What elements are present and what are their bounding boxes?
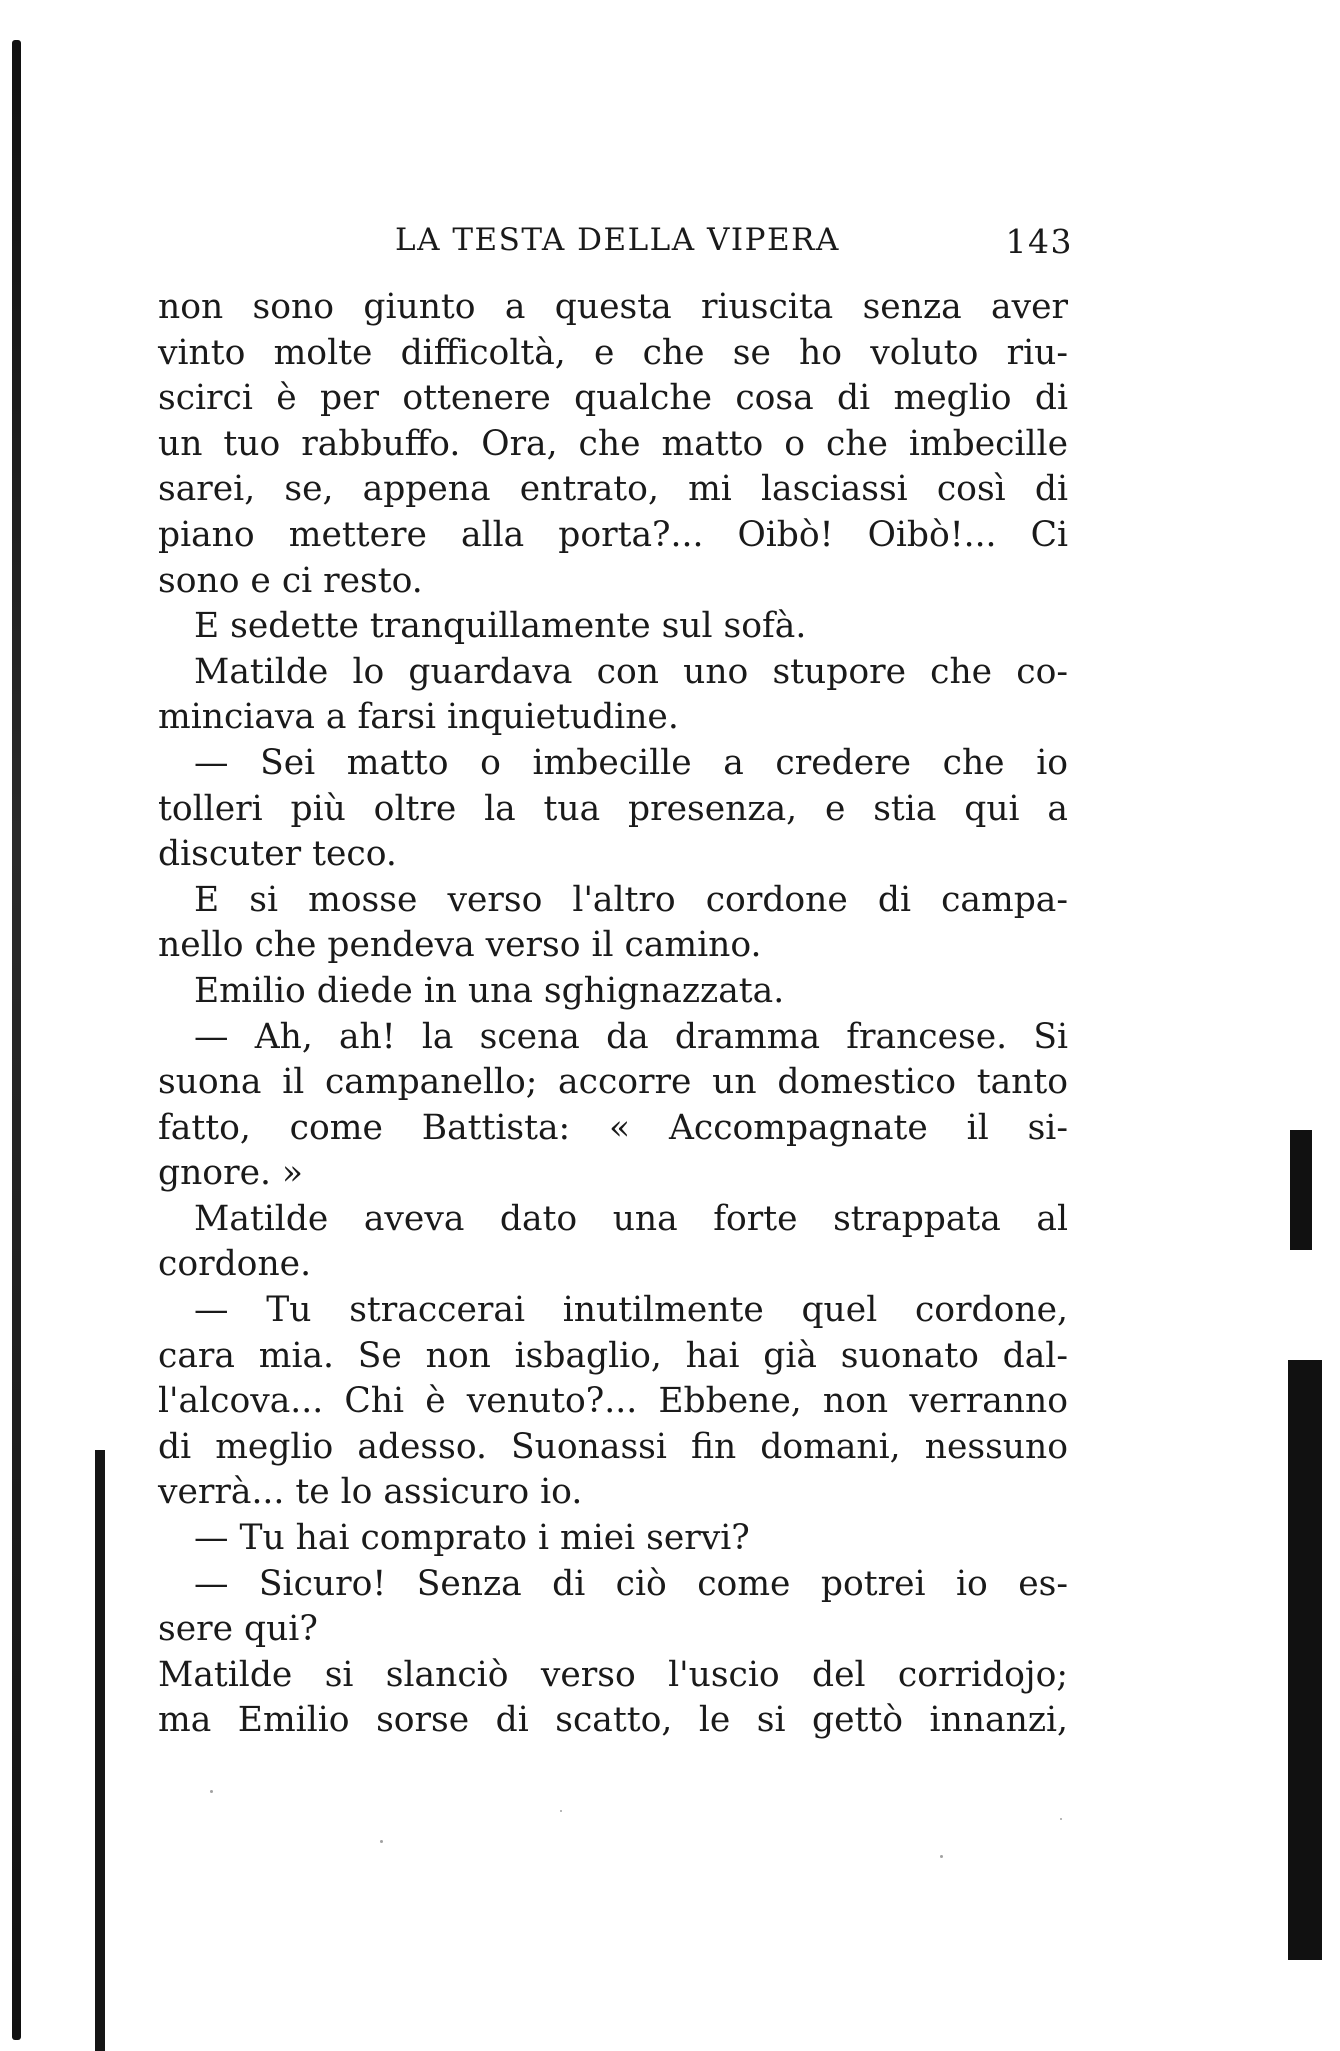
text-line: Matilde aveva dato una forte strappata al <box>194 1198 1068 1239</box>
text-line: vinto molte difficoltà, e che se ho voluto riu- <box>158 332 1068 373</box>
text-line: scirci è per ottenere qualche cosa di meglio di <box>158 378 1068 419</box>
text-line: nello che pendeva verso il camino. <box>158 925 762 966</box>
text-line: gnore. » <box>158 1153 304 1194</box>
text-line: Emilio diede in una sghignazzata. <box>194 970 785 1011</box>
text-line: sere qui? <box>158 1609 318 1650</box>
running-head <box>395 222 1085 262</box>
text-line: ma Emilio sorse di scatto, le si gettò innanzi, <box>158 1700 1068 1741</box>
text-line: l'alcova... Chi è venuto?... Ebbene, non verranno <box>158 1381 1068 1422</box>
scan-edge-mark-upper <box>1290 1130 1312 1250</box>
text-line: non sono giunto a questa riuscita senza aver <box>158 287 1068 327</box>
scan-edge-mark-lower <box>1288 1360 1322 1960</box>
text-line: di meglio adesso. Suonassi fin domani, nessuno <box>158 1426 1068 1467</box>
text-line: sono e ci resto. <box>158 560 423 601</box>
text-line: cara mia. Se non isbaglio, hai già suonato dal- <box>158 1335 1068 1376</box>
scan-speck <box>380 1840 383 1843</box>
text-line: un tuo rabbuffo. Ora, che matto o che imbecille <box>158 423 1068 464</box>
text-line: discuter teco. <box>158 834 397 875</box>
scan-speck <box>560 1810 562 1812</box>
scan-speck <box>940 1855 943 1858</box>
text-line: — Tu hai comprato i miei servi? <box>194 1518 750 1559</box>
text-line: sarei, se, appena entrato, mi lasciassi così di <box>158 469 1068 510</box>
text-line: Matilde lo guardava con uno stupore che co- <box>194 651 1068 692</box>
text-line: suona il campanello; accorre un domestico tanto <box>158 1062 1068 1103</box>
text-line: Matilde si slanciò verso l'uscio del corridojo; <box>158 1654 1068 1695</box>
scan-speck <box>1060 1818 1062 1820</box>
text-line: minciava a farsi inquietudine. <box>158 697 679 738</box>
text-line: — Ah, ah! la scena da dramma francese. Si <box>194 1016 1068 1057</box>
page-binding-edge <box>12 40 21 2040</box>
scan-speck <box>210 1790 213 1793</box>
body-text <box>158 285 1068 1744</box>
text-line: piano mettere alla porta?... Oibò! Oibò!... Ci <box>158 514 1068 555</box>
page-binding-shadow <box>95 1450 105 2051</box>
text-line: fatto, come Battista: « Accompagnate il si- <box>158 1107 1068 1148</box>
text-line: cordone. <box>158 1244 312 1285</box>
text-line: tolleri più oltre la tua presenza, e stia qui a <box>158 788 1068 829</box>
text-line: verrà... te lo assicuro io. <box>158 1472 583 1513</box>
text-line: E si mosse verso l'altro cordone di campa- <box>194 879 1068 920</box>
page-number: 143 <box>1005 222 1073 261</box>
running-title: LA TESTA DELLA VIPERA <box>395 222 840 258</box>
text-line: E sedette tranquillamente sul sofà. <box>194 606 807 647</box>
text-line: — Sei matto o imbecille a credere che io <box>194 742 1068 783</box>
text-line: — Sicuro! Senza di ciò come potrei io es- <box>194 1563 1068 1604</box>
text-line: — Tu straccerai inutilmente quel cordone, <box>194 1290 1068 1331</box>
